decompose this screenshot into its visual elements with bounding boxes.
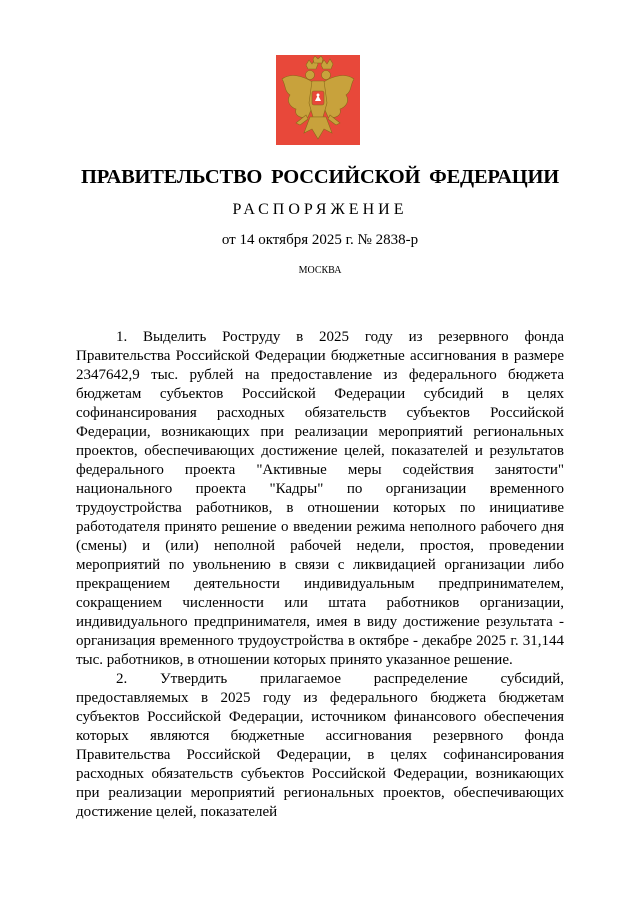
document-date-number: от 14 октября 2025 г. № 2838-р [221,232,419,248]
government-title: ПРАВИТЕЛЬСТВО РОССИЙСКОЙ ФЕДЕРАЦИИ [81,166,559,188]
document-city: МОСКВА [298,265,342,276]
document-type: РАСПОРЯЖЕНИЕ [232,201,408,218]
document-body [76,328,564,822]
paragraph-1: 1. Выделить Роструду в 2025 году из резервного фонда Правительства Российской Федерации бюджетные ассигнования в размере 2347642,9 тыс. рублей на предоставление из федерального бюджета бюджетам субъектов Российской Федерации субсидий в целях софинансирования расходных обязательств субъектов Российской Федерации, возникающих при реализации мероприятий региональных проектов, обеспечивающих достижение целей, показателей и результатов федерального проекта "Активные меры содействия занятости" национального проекта "Кадры" по организации временного трудоустройства работников, в отношении которых по инициативе работодателя принято решение о введении режима неполного рабочего дня (смены) и (или) неполной рабочей недели, простоя, проведении мероприятий по увольнению в связи с ликвидацией организации либо прекращением деятельности индивидуальным предпринимателем, сокращением численности или штата работников организации, индивидуального предпринимателя, имея в виду достижение результата - организация временного трудоустройства в октябре - декабре 2025 г. 31,144 тыс. работников, в отношении которых принято указанное решение. [76,329,564,668]
coat-of-arms-icon [276,55,360,145]
paragraph-2: 2. Утвердить прилагаемое распределение субсидий, предоставляемых в 2025 году из федерального бюджета бюджетам субъектов Российской Федерации, источником финансового обеспечения которых являются бюджетные ассигнования резервного фонда Правительства Российской Федерации, в целях софинансирования расходных обязательств субъектов Российской Федерации, возникающих при реализации мероприятий региональных проектов, обеспечивающих достижение целей, показателей [76,671,564,820]
